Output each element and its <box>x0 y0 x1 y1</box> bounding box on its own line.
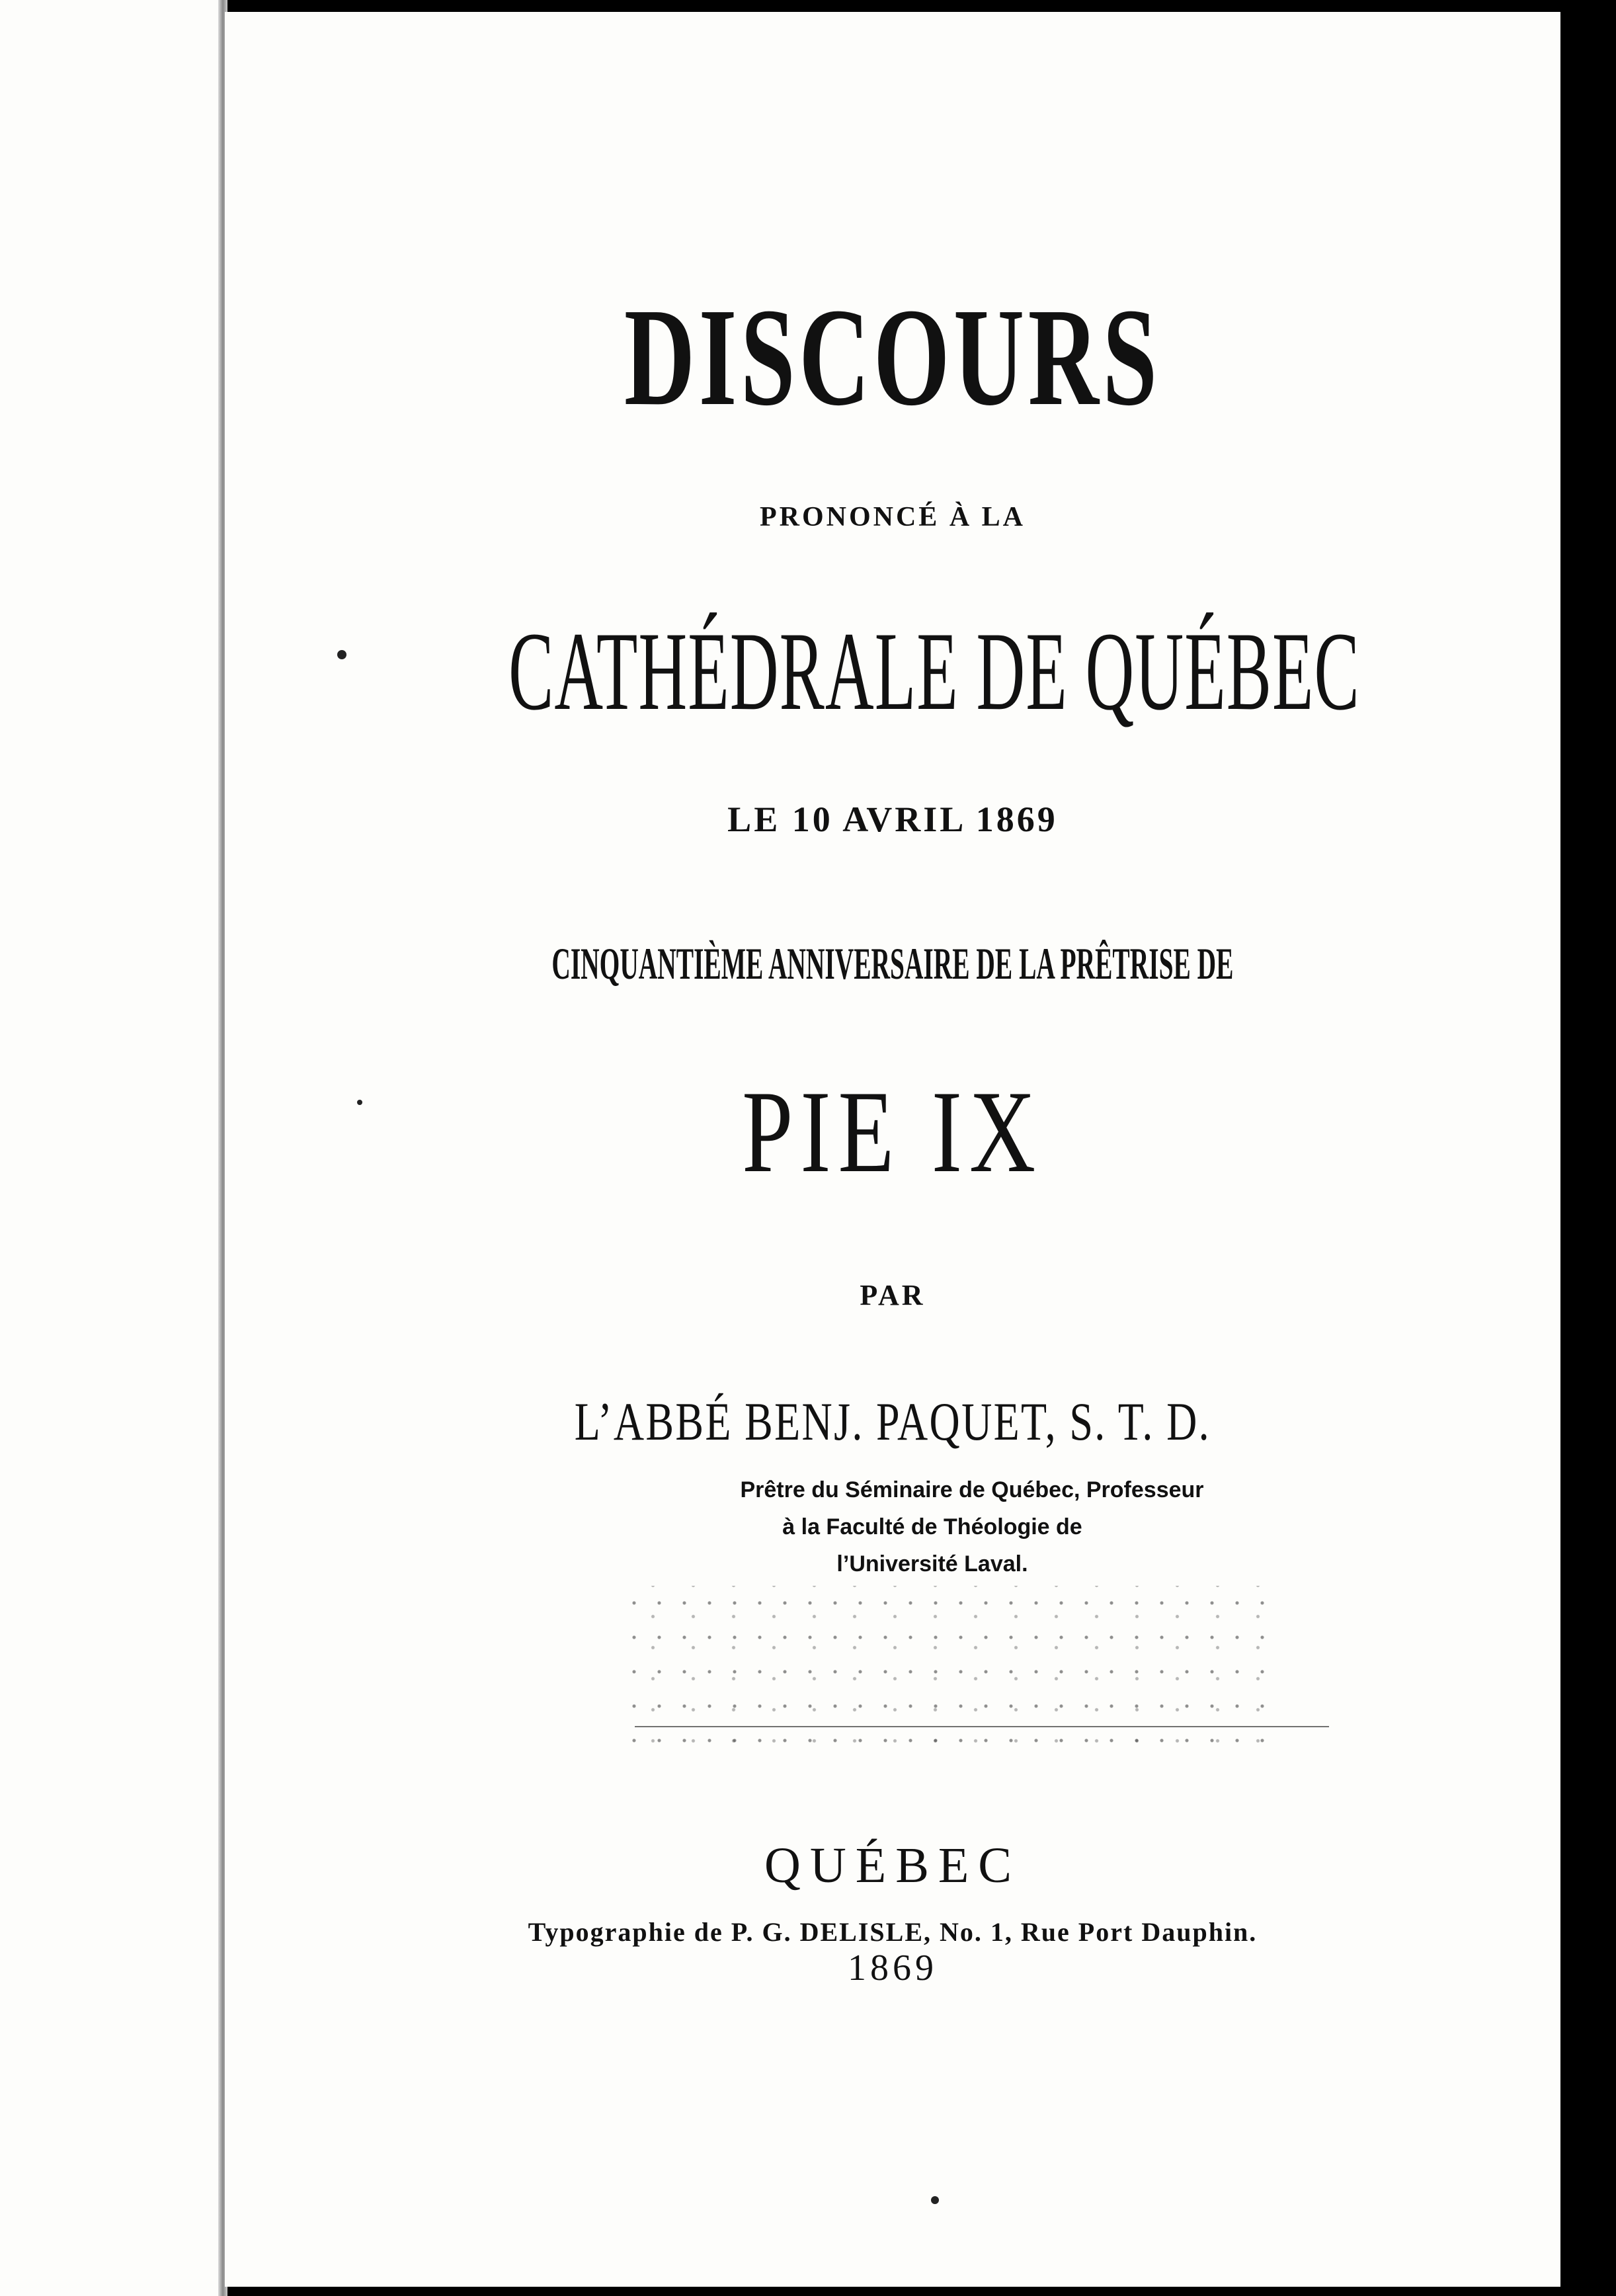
ink-speck <box>357 1100 362 1105</box>
imprint-city: QUÉBEC <box>764 1838 1021 1893</box>
par-line: PAR <box>860 1279 926 1311</box>
date-line: LE 10 AVRIL 1869 <box>727 800 1058 839</box>
author-line <box>225 1391 1560 1453</box>
subject-text: PIE IX <box>742 1066 1043 1197</box>
ink-speck <box>931 2196 939 2204</box>
prononce-line: PRONONCÉ À LA <box>759 502 1026 532</box>
imprint-printer: Typographie de P. G. DELISLE, No. 1, Rue Port Dauphin. <box>528 1917 1258 1947</box>
bleed-through-rule <box>635 1726 1329 1727</box>
title-text: DISCOURS <box>624 279 1161 434</box>
ink-bleed-through <box>622 1586 1270 1758</box>
author-title-line-2: à la Faculté de Théologie de <box>782 1514 1082 1539</box>
cathedrale-text: CATHÉDRALE DE QUÉBEC <box>508 609 1360 733</box>
subject-heading <box>225 1063 1560 1200</box>
title-heading <box>225 276 1560 438</box>
page-edge-right <box>1587 12 1592 2287</box>
author-title-line-1: Prêtre du Séminaire de Québec, Professeur <box>740 1477 1204 1502</box>
cathedrale-heading <box>225 607 1560 736</box>
occasion-line <box>225 938 1560 990</box>
author-title-line-3: l’Université Laval. <box>836 1551 1028 1577</box>
ink-speck <box>337 650 346 659</box>
imprint-year: 1869 <box>848 1948 938 1988</box>
title-page <box>225 12 1560 2287</box>
author-text: L’ABBÉ BENJ. PAQUET, S. T. D. <box>574 1391 1211 1452</box>
occasion-text: CINQUANTIÈME ANNIVERSAIRE DE LA PRÊTRISE DE <box>551 938 1234 989</box>
page-margin-left <box>0 0 225 2296</box>
